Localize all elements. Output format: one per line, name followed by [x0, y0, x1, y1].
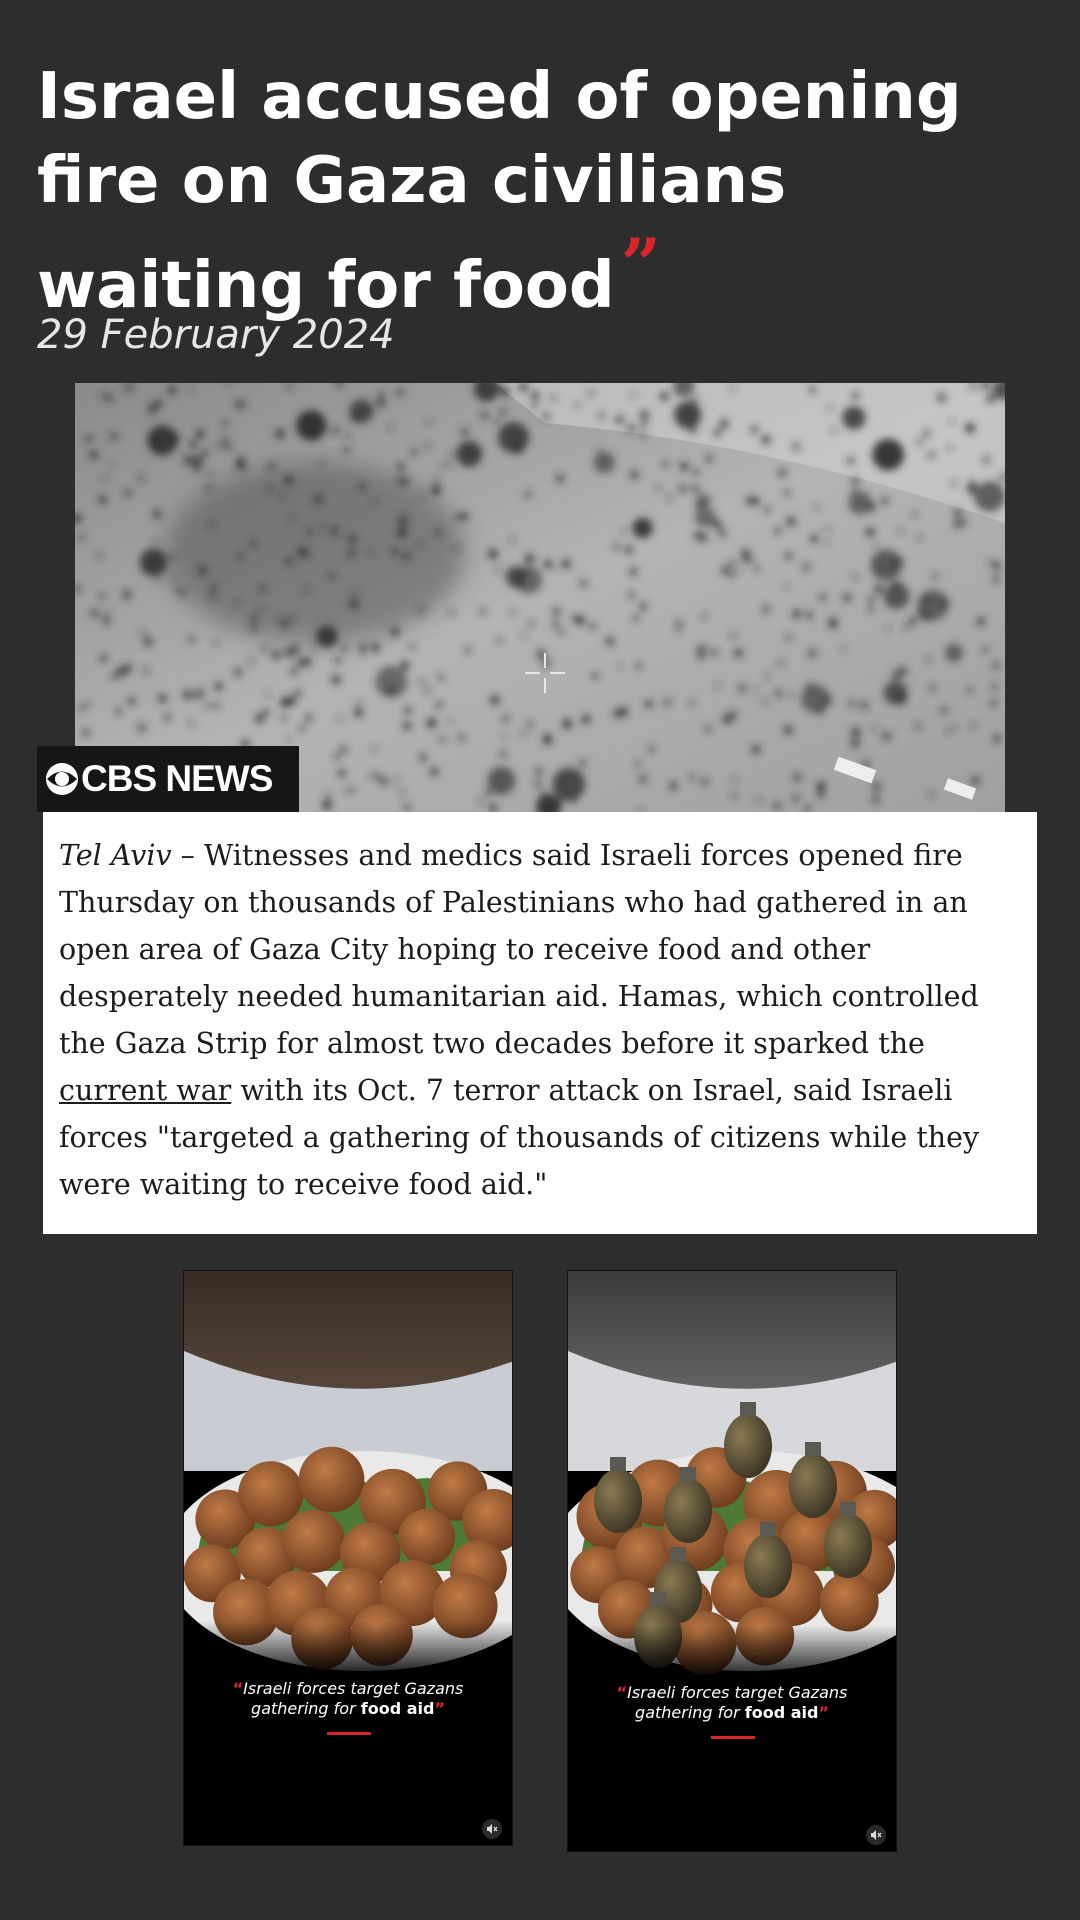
caption-divider	[711, 1736, 755, 1739]
caption-emphasis: food aid	[744, 1703, 819, 1722]
caption-line-1: Israeli forces target Gazans	[627, 1683, 848, 1702]
headline-text: Israel accused of opening fire on Gaza civilians waiting for food	[37, 60, 962, 323]
dateline: Tel Aviv	[59, 839, 172, 872]
close-quote-icon: ”	[434, 1699, 445, 1718]
caption-line-2: gathering for	[635, 1703, 745, 1722]
close-quote-icon: ”	[818, 1703, 829, 1722]
falafel-plate-image	[184, 1271, 513, 1846]
article-body	[43, 812, 1037, 1234]
publish-date: 29 February 2024	[37, 312, 395, 358]
video-thumbnail-falafel[interactable]	[183, 1270, 513, 1846]
muted-speaker-icon[interactable]	[866, 1825, 886, 1845]
cbs-news-text: CBS NEWS	[81, 758, 273, 799]
video-thumbnail-grenades[interactable]	[567, 1270, 897, 1852]
caption-emphasis: food aid	[360, 1699, 435, 1718]
muted-speaker-icon[interactable]	[482, 1819, 502, 1839]
current-war-link[interactable]: current war	[59, 1074, 232, 1107]
caption-line-1: Israeli forces target Gazans	[243, 1679, 464, 1698]
headline	[37, 55, 1037, 328]
video-caption	[184, 1679, 512, 1719]
video-caption	[568, 1683, 896, 1723]
caption-divider	[327, 1732, 371, 1735]
article-text-1: Witnesses and medics said Israeli forces opened fire Thursday on thousands of Palestinians who had gathered in an open area of Gaza City hoping to receive food and other desperately needed humanitarian aid. Hamas, which controlled the Gaza Strip for almost two decades before it sparked the	[59, 839, 979, 1060]
cbs-news-logo	[37, 746, 299, 812]
dateline-dash: –	[171, 839, 204, 872]
quote-mark-icon: ”	[620, 223, 661, 306]
falafel-grenades-image	[568, 1271, 897, 1852]
open-quote-icon: “	[616, 1683, 628, 1702]
article-text-2: with its Oct. 7 terror attack on Israel, said Israeli forces "targeted a gathering of thousands of citizens while they were waiting to receive food aid."	[59, 1074, 980, 1201]
cbs-eye-icon	[45, 762, 79, 796]
open-quote-icon: “	[232, 1679, 244, 1698]
caption-line-2: gathering for	[251, 1699, 361, 1718]
